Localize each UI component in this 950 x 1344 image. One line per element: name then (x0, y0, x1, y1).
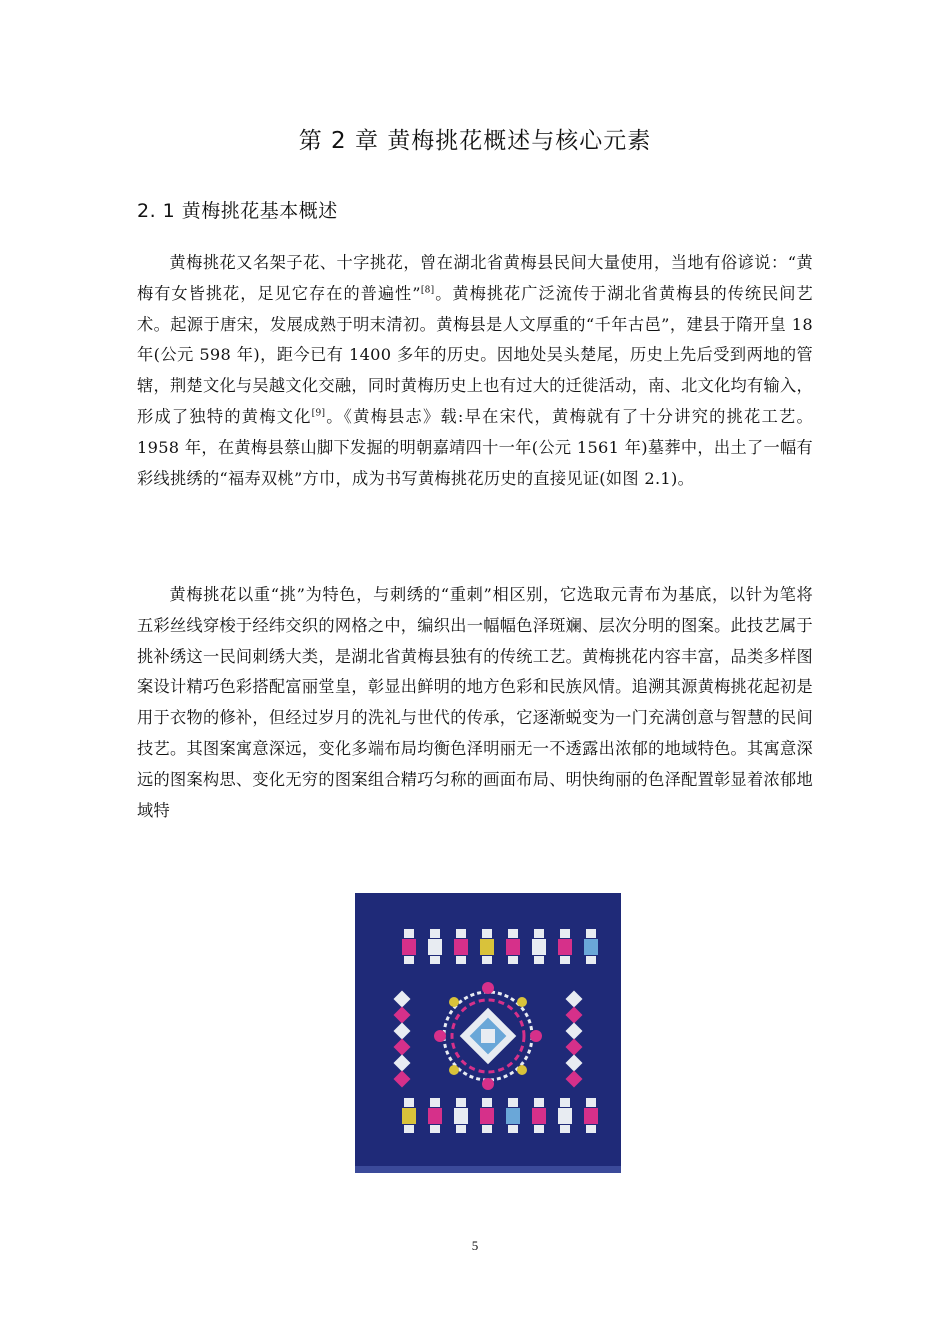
embroidered-figure (402, 1098, 416, 1133)
embroidered-figure (480, 929, 494, 964)
paragraph-2 (137, 580, 813, 826)
citation-9: [9] (311, 408, 326, 419)
paragraph-2-text: 黄梅挑花以重“挑”为特色，与刺绣的“重刺”相区别，它选取元青布为基底，以针为笔将五彩丝线穿梭于经纬交织的网格之中，编织出一幅幅色泽斑斓、层次分明的图案。此技艺属于挑补绣这一民间刺绣大类，是湖北省黄梅县独有的传统工艺。黄梅挑花内容丰富，品类多样图案设计精巧色彩搭配富丽堂皇，彰显出鲜明的地方色彩和民族风情。追溯其源黄梅挑花起初是用于衣物的修补，但经过岁月的洗礼与世代的传承，它逐渐蜕变为一门充满创意与智慧的民间技艺。其图案寓意深远，变化多端布局均衡色泽明丽无一不透露出浓郁的地域特色。其寓意深远的图案构思、变化无穷的图案组合精巧匀称的画面布局、明快绚丽的色泽配置彰显着浓郁地域特 (137, 585, 813, 820)
embroidered-figure (558, 929, 572, 964)
embroidered-figure (532, 929, 546, 964)
embroidered-figure (584, 929, 598, 964)
embroidered-figure (454, 929, 468, 964)
cloth-fringe (355, 1166, 621, 1173)
embroidered-figure (506, 929, 520, 964)
page-number: 5 (471, 1238, 479, 1253)
embroidered-figure (428, 929, 442, 964)
figure-embroidered-cloth (355, 893, 621, 1173)
section-title: 2. 1 黄梅挑花基本概述 (137, 200, 338, 222)
paragraph-1-text-b: 。黄梅挑花广泛流传于湖北省黄梅县的传统民间艺术。起源于唐宋，发展成熟于明末清初。黄梅县是人文厚重的“千年古邑”，建县于隋开皇 18 年(公元 598 年)，距今已有 1400 多年的历史。因地处吴头楚尾，历史上先后受到两地的管辖，荆楚文化与吴越文化交融，同时黄梅历史上也有过大的迁徙活动，南、北文化均有输入，形成了独特的黄梅文化 (137, 283, 813, 426)
paragraph-1-text-a: 黄梅挑花又名架子花、十字挑花，曾在湖北省黄梅县民间大量使用，当地有俗谚说：“黄梅有女皆挑花，足见它存在的普遍性” (137, 253, 813, 303)
embroidered-figure (402, 929, 416, 964)
embroidered-figure (532, 1098, 546, 1133)
embroidered-figure (454, 1098, 468, 1133)
embroidered-figure (428, 1098, 442, 1133)
embroidered-figure (506, 1098, 520, 1133)
embroidered-figure (558, 1098, 572, 1133)
citation-8: [8] (420, 285, 435, 296)
embroidered-figure (584, 1098, 598, 1133)
chapter-title: 第 2 章 黄梅挑花概述与核心元素 (298, 128, 652, 154)
paragraph-1 (137, 248, 813, 494)
paragraph-1-text-c: 。《黄梅县志》载:早在宋代，黄梅就有了十分讲究的挑花工艺。1958 年，在黄梅县蔡山脚下发掘的明朝嘉靖四十一年(公元 1561 年)墓葬中，出土了一幅有彩线挑绣的“福寿双桃”方巾，成为书写黄梅挑花历史的直接见证(如图 2.1)。 (137, 406, 814, 488)
embroidered-figure (480, 1098, 494, 1133)
